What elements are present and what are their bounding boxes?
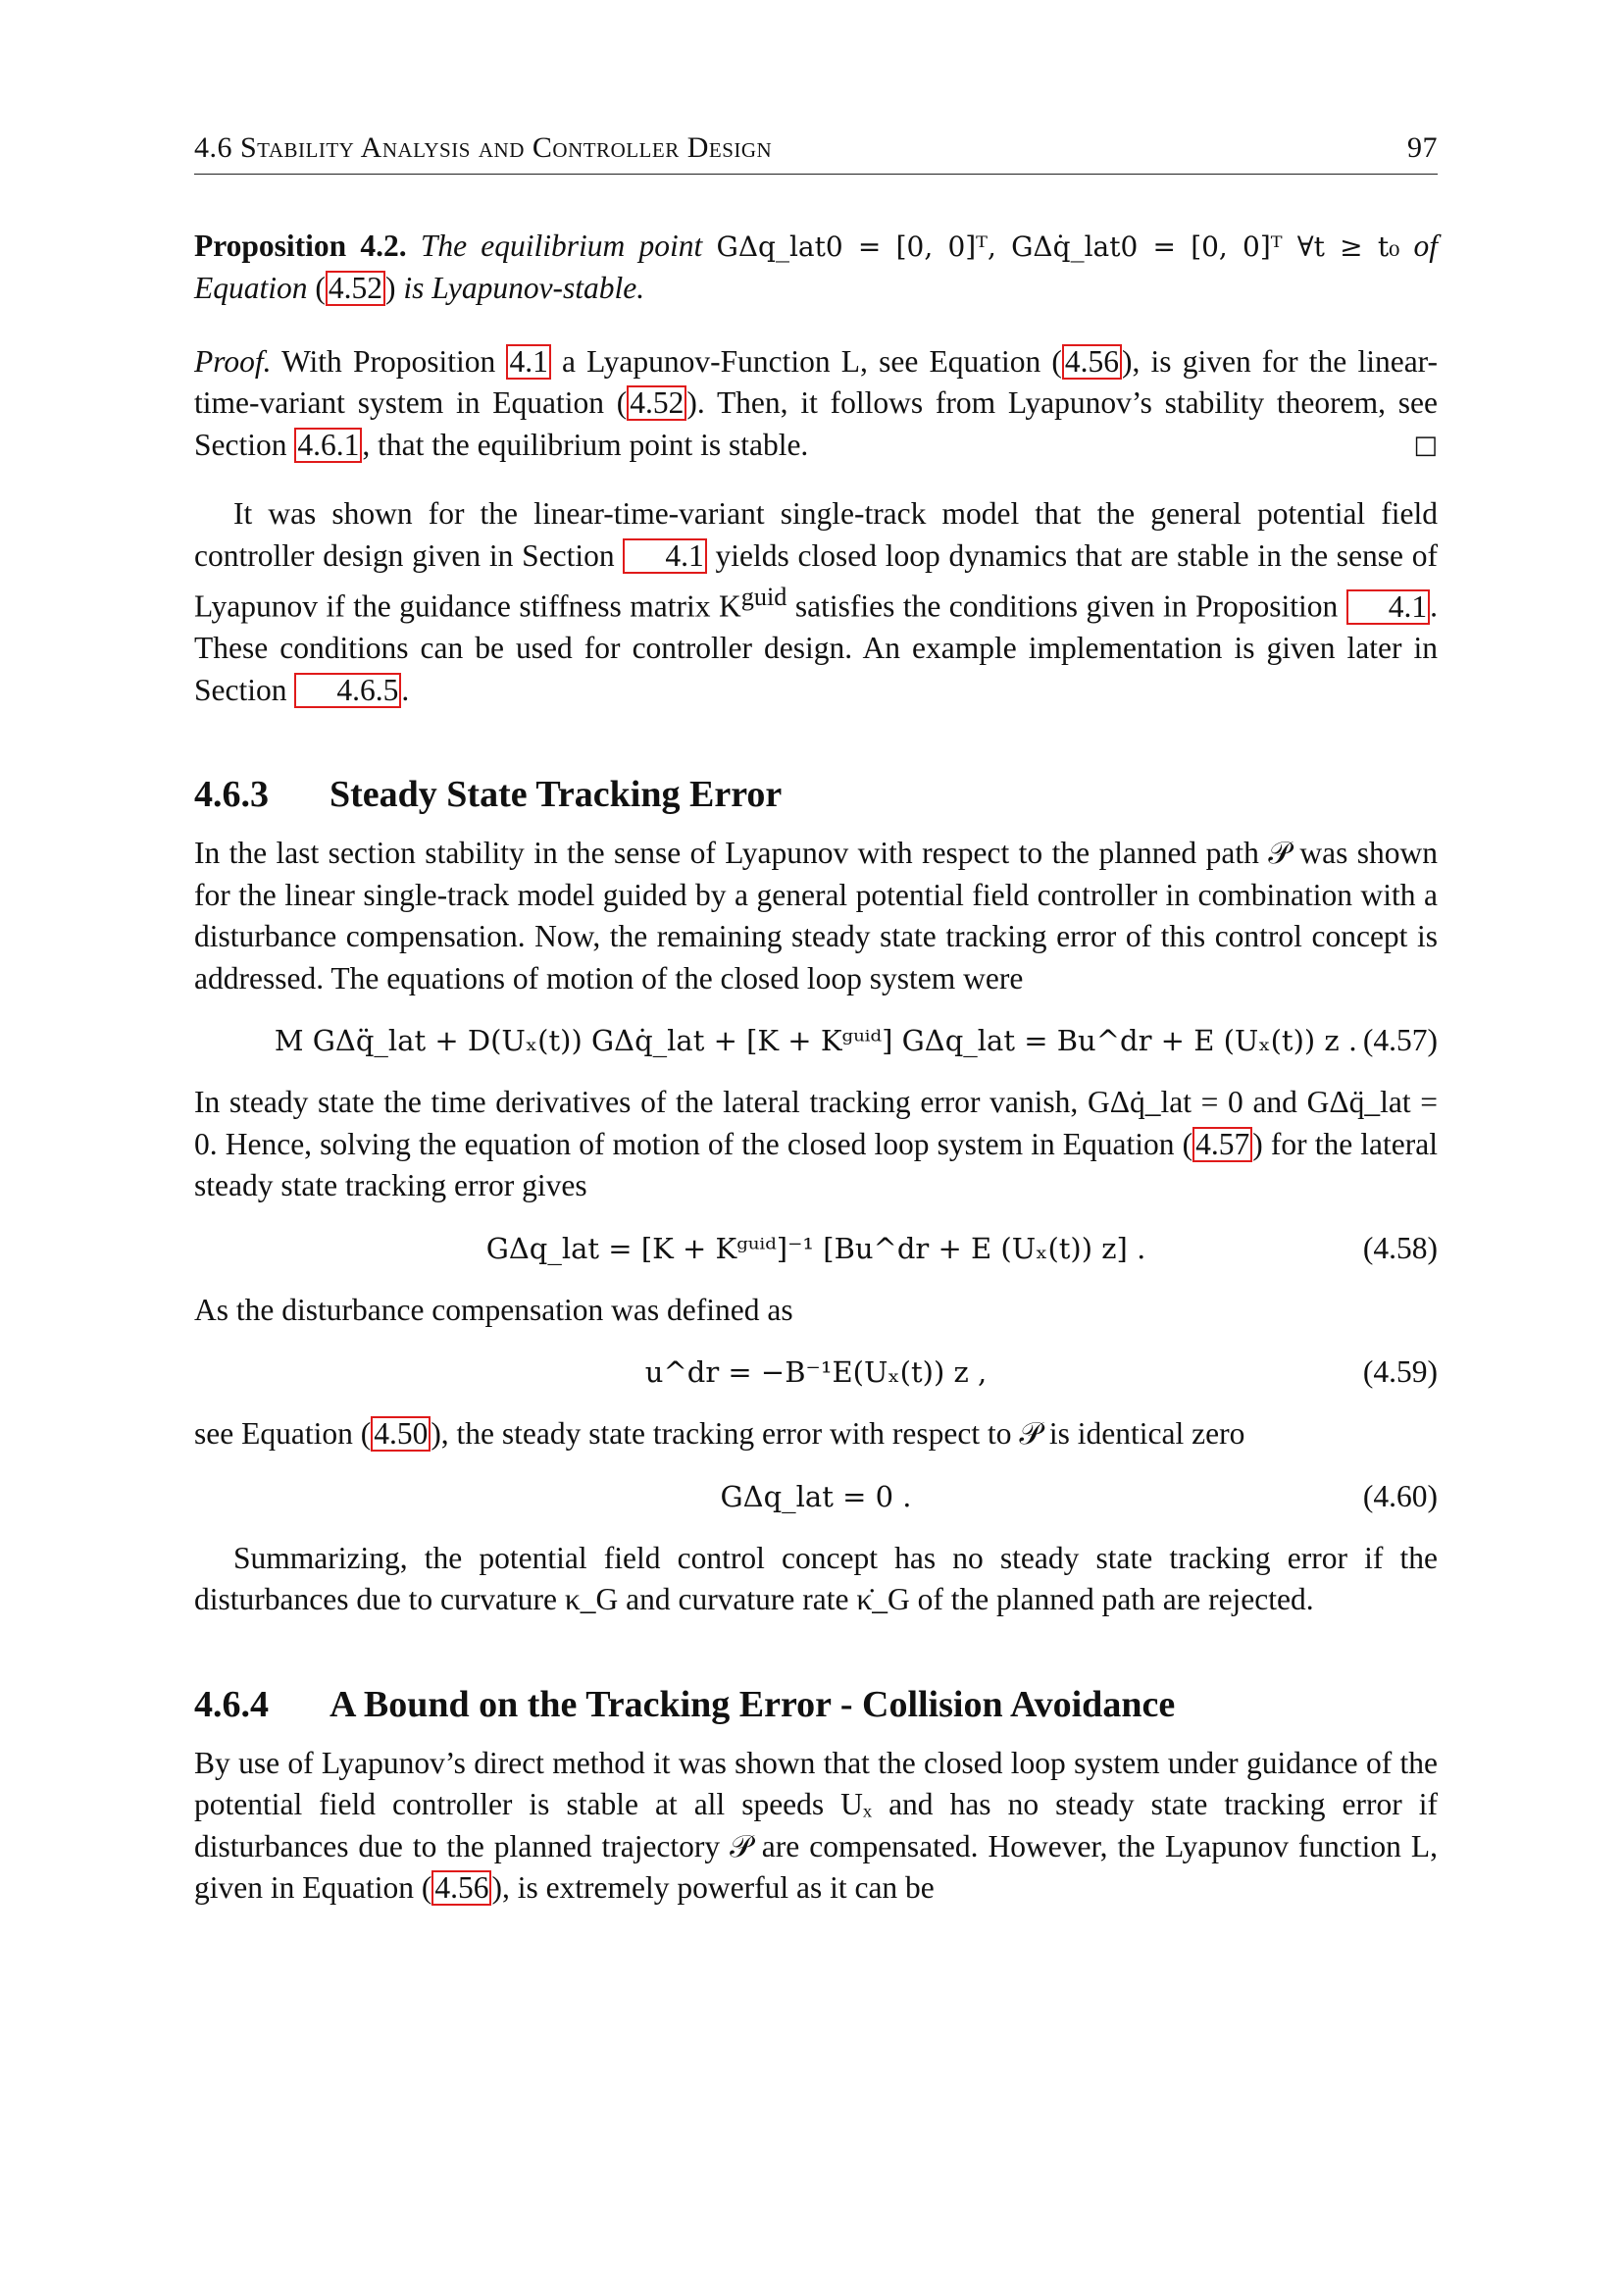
paragraph-text: ) for the lateral steady state tracking error gives <box>194 1126 1438 1202</box>
proposition-math: GΔq_lat0 = [0, 0]ᵀ, GΔq̇_lat0 = [0, 0]ᵀ ∀t ≥ t₀ <box>716 230 1400 263</box>
proof <box>194 341 1438 467</box>
paragraph-text: ), is extremely powerful as it can be <box>491 1870 935 1905</box>
equation-body: GΔq_lat = [K + Kᵍᵘⁱᵈ]⁻¹ [Bu^dr + E (Uₓ(t)) z] . <box>485 1231 1146 1265</box>
equation-link[interactable]: 4.56 <box>1062 344 1122 380</box>
paragraph: As the disturbance compensation was defined as <box>194 1292 793 1327</box>
proposition-link[interactable]: 4.1 <box>1346 589 1430 625</box>
paragraph: In the last section stability in the sense of Lyapunov with respect to the planned path 𝒫 was shown for the linear single-track model guided by a general potential field controller in combination with a disturbance compensation. Now, the remaining steady state tracking error of this control concept is addressed. The equations of motion of the closed loop system were <box>194 836 1438 995</box>
proposition: Proposition 4.2. The equilibrium point GΔq_lat0 = [0, 0]ᵀ, GΔq̇_lat0 = [0, 0]ᵀ ∀t ≥ t₀ of Equation (4.52) is Lyapunov-stable. <box>194 228 1439 305</box>
qed-symbol: □ <box>1413 430 1438 460</box>
equation-body: GΔq_lat = 0 . <box>720 1479 912 1513</box>
page-number: 97 <box>1407 131 1438 164</box>
equation-link[interactable]: 4.52 <box>627 385 686 421</box>
paragraph-text: It was shown for the linear-time-variant single-track model that the general potential field controller design given in Section <box>194 496 1438 573</box>
proof-text: , that the equilibrium point is stable. <box>362 427 809 462</box>
section-heading-4-6-3 <box>194 772 1438 817</box>
equation-number: (4.60) <box>1362 1478 1438 1513</box>
proof-text: ), is given for the linear-time-variant system in Equation ( <box>194 343 1439 420</box>
running-header <box>194 128 1438 175</box>
running-header-title: 4.6 Stability Analysis and Controller Design <box>194 131 773 164</box>
equation-4-58 <box>194 1211 1438 1286</box>
proof-text: With Proposition <box>281 343 496 379</box>
paragraph-text: ), the steady state tracking error with respect to 𝒫 is identical zero <box>431 1416 1245 1451</box>
equation-number: (4.57) <box>1362 1023 1438 1057</box>
section-link[interactable]: 4.6.5 <box>294 673 401 708</box>
equation-body: u^dr = −B⁻¹E(Uₓ(t)) z , <box>644 1355 988 1389</box>
equation-link[interactable]: 4.57 <box>1192 1127 1252 1162</box>
proposition-text: of Equation <box>194 228 1439 305</box>
proof-text: ). Then, it follows from Lyapunov’s stability theorem, see Section <box>194 385 1438 462</box>
page <box>194 128 1438 1910</box>
equation-4-57 <box>194 1003 1438 1078</box>
equation-link[interactable]: 4.52 <box>326 271 385 306</box>
section-title: Steady State Tracking Error <box>330 774 783 815</box>
paragraph-text: . <box>401 672 410 707</box>
section-link[interactable]: 4.6.1 <box>294 428 362 463</box>
equation-4-59 <box>194 1335 1438 1409</box>
proof-label: Proof. <box>194 343 272 379</box>
equation-link[interactable]: 4.50 <box>371 1416 431 1452</box>
paragraph-text: . These conditions can be used for controller design. An example implementation is given later in Section <box>194 588 1438 707</box>
proposition-text: is Lyapunov-stable. <box>403 271 645 305</box>
section-heading-4-6-4 <box>194 1682 1438 1727</box>
paragraph: Summarizing, the potential field control concept has no steady state tracking error if the disturbances due to curvature κ_G and curvature rate κ̇_G of the planned path are rejected. <box>194 1540 1438 1616</box>
equation-body: M GΔq̈_lat + D(Uₓ(t)) GΔq̇_lat + [K + Kᵍᵘⁱᵈ] GΔq_lat = Bu^dr + E (Uₓ(t)) z . <box>274 1024 1358 1057</box>
section-link[interactable]: 4.1 <box>623 538 706 574</box>
section-number: 4.6.4 <box>194 1683 269 1725</box>
paragraph <box>194 1413 1438 1455</box>
proposition-text: The equilibrium point <box>420 228 703 263</box>
equation-4-60 <box>194 1459 1438 1534</box>
section-number: 4.6.3 <box>194 774 269 815</box>
paragraph <box>194 1082 1438 1207</box>
paragraph-text: By use of Lyapunov’s direct method it was shown that the closed loop system under guidance of the potential field controller is stable at all speeds Uₓ and has no steady state tracking error if disturbances due to the planned trajectory 𝒫 are compensated. However, the Lyapunov function L, given in Equation ( <box>194 1745 1438 1905</box>
paragraph-text: satisfies the conditions given in Proposition <box>794 588 1339 624</box>
section-title: A Bound on the Tracking Error - Collision Avoidance <box>330 1683 1176 1725</box>
superscript: guid <box>740 583 787 611</box>
equation-number: (4.59) <box>1362 1354 1438 1389</box>
equation-link[interactable]: 4.56 <box>431 1870 491 1906</box>
paragraph-text: In steady state the time derivatives of the lateral tracking error vanish, GΔq̇_lat = 0 and GΔq̈_lat = 0. Hence, solving the equation of motion of the closed loop system in Equation ( <box>194 1085 1438 1161</box>
paragraph <box>194 493 1438 711</box>
proposition-label: Proposition 4.2. <box>194 228 407 263</box>
paragraph-text: yields closed loop dynamics that are stable in the sense of Lyapunov if the guidance stiffness matrix K <box>194 537 1439 624</box>
proof-text: a Lyapunov-Function L, see Equation ( <box>562 343 1062 379</box>
paragraph <box>194 1743 1438 1910</box>
proposition-link[interactable]: 4.1 <box>506 344 550 380</box>
paragraph-text: see Equation ( <box>194 1416 372 1451</box>
equation-number: (4.58) <box>1362 1230 1438 1265</box>
